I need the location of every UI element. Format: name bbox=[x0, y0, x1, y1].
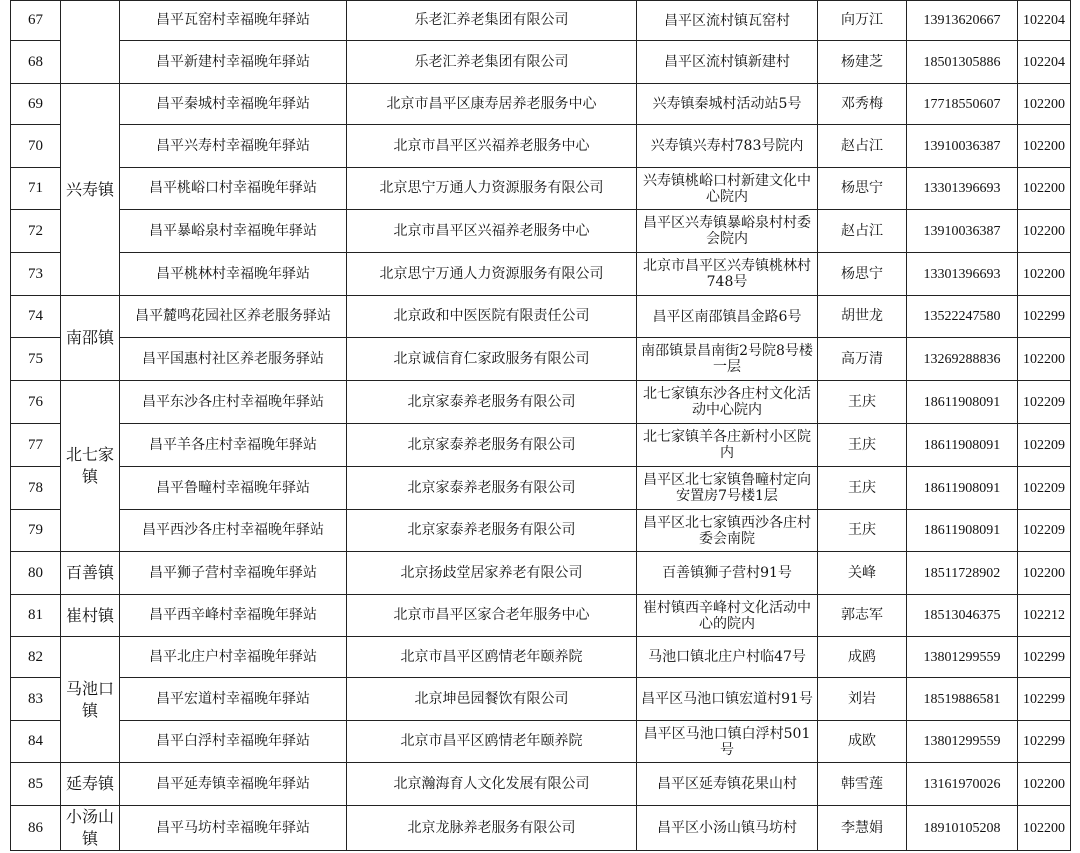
station-address: 昌平区马池口镇宏道村91号 bbox=[637, 678, 818, 721]
table-row bbox=[11, 210, 1071, 253]
postal-code: 102204 bbox=[1018, 41, 1071, 84]
station-name: 昌平马坊村幸福晚年驿站 bbox=[120, 806, 347, 851]
row-number: 69 bbox=[11, 84, 61, 125]
town-cell bbox=[61, 1, 120, 84]
table-row bbox=[11, 806, 1071, 851]
town-cell: 延寿镇 bbox=[61, 763, 120, 806]
operator-org: 北京市昌平区兴福养老服务中心 bbox=[347, 210, 637, 253]
table-row bbox=[11, 721, 1071, 763]
station-address: 兴寿镇兴寿村783号院内 bbox=[637, 125, 818, 168]
contact-phone: 13301396693 bbox=[907, 253, 1018, 296]
station-address: 昌平区兴寿镇暴峪泉村村委会院内 bbox=[637, 210, 818, 253]
station-address: 北七家镇东沙各庄村文化活动中心院内 bbox=[637, 381, 818, 424]
contact-person: 赵占江 bbox=[818, 210, 907, 253]
station-name: 昌平麓鸣花园社区养老服务驿站 bbox=[120, 296, 347, 338]
station-address: 昌平区北七家镇鲁疃村定向安置房7号楼1层 bbox=[637, 467, 818, 510]
postal-code: 102209 bbox=[1018, 424, 1071, 467]
operator-org: 北京市昌平区康寿居养老服务中心 bbox=[347, 84, 637, 125]
station-name: 昌平兴寿村幸福晚年驿站 bbox=[120, 125, 347, 168]
row-number: 68 bbox=[11, 41, 61, 84]
contact-phone: 13161970026 bbox=[907, 763, 1018, 806]
operator-org: 北京市昌平区鸥情老年颐养院 bbox=[347, 721, 637, 763]
contact-person: 杨思宁 bbox=[818, 168, 907, 210]
operator-org: 北京瀚海育人文化发展有限公司 bbox=[347, 763, 637, 806]
operator-org: 北京市昌平区家合老年服务中心 bbox=[347, 595, 637, 637]
station-address: 昌平区小汤山镇马坊村 bbox=[637, 806, 818, 851]
station-name: 昌平暴峪泉村幸福晚年驿站 bbox=[120, 210, 347, 253]
contact-person: 王庆 bbox=[818, 510, 907, 552]
operator-org: 北京思宁万通人力资源服务有限公司 bbox=[347, 253, 637, 296]
row-number: 80 bbox=[11, 552, 61, 595]
row-number: 70 bbox=[11, 125, 61, 168]
row-number: 74 bbox=[11, 296, 61, 338]
operator-org: 北京思宁万通人力资源服务有限公司 bbox=[347, 168, 637, 210]
station-name: 昌平瓦窑村幸福晚年驿站 bbox=[120, 1, 347, 41]
postal-code: 102299 bbox=[1018, 637, 1071, 678]
table-row bbox=[11, 678, 1071, 721]
table-row bbox=[11, 41, 1071, 84]
contact-phone: 18611908091 bbox=[907, 467, 1018, 510]
postal-code: 102200 bbox=[1018, 763, 1071, 806]
contact-person: 成欧 bbox=[818, 721, 907, 763]
operator-org: 北京扬歧堂居家养老有限公司 bbox=[347, 552, 637, 595]
station-address: 北七家镇羊各庄新村小区院内 bbox=[637, 424, 818, 467]
station-address: 兴寿镇秦城村活动站5号 bbox=[637, 84, 818, 125]
postal-code: 102200 bbox=[1018, 168, 1071, 210]
station-name: 昌平白浮村幸福晚年驿站 bbox=[120, 721, 347, 763]
station-address: 百善镇狮子营村91号 bbox=[637, 552, 818, 595]
contact-phone: 13269288836 bbox=[907, 338, 1018, 381]
contact-person: 成鸥 bbox=[818, 637, 907, 678]
town-cell: 北七家镇 bbox=[61, 381, 120, 552]
station-name: 昌平东沙各庄村幸福晚年驿站 bbox=[120, 381, 347, 424]
station-name: 昌平宏道村幸福晚年驿站 bbox=[120, 678, 347, 721]
contact-phone: 17718550607 bbox=[907, 84, 1018, 125]
contact-person: 刘岩 bbox=[818, 678, 907, 721]
table-row bbox=[11, 125, 1071, 168]
row-number: 82 bbox=[11, 637, 61, 678]
operator-org: 北京家泰养老服务有限公司 bbox=[347, 510, 637, 552]
contact-person: 胡世龙 bbox=[818, 296, 907, 338]
postal-code: 102200 bbox=[1018, 338, 1071, 381]
row-number: 83 bbox=[11, 678, 61, 721]
contact-phone: 13913620667 bbox=[907, 1, 1018, 41]
row-number: 85 bbox=[11, 763, 61, 806]
station-name: 昌平鲁疃村幸福晚年驿站 bbox=[120, 467, 347, 510]
contact-person: 高万清 bbox=[818, 338, 907, 381]
postal-code: 102200 bbox=[1018, 84, 1071, 125]
table-row bbox=[11, 84, 1071, 125]
operator-org: 北京市昌平区鸥情老年颐养院 bbox=[347, 637, 637, 678]
table-row bbox=[11, 467, 1071, 510]
contact-person: 邓秀梅 bbox=[818, 84, 907, 125]
station-address: 昌平区南邵镇昌金路6号 bbox=[637, 296, 818, 338]
station-name: 昌平西辛峰村幸福晚年驿站 bbox=[120, 595, 347, 637]
row-number: 79 bbox=[11, 510, 61, 552]
postal-code: 102200 bbox=[1018, 806, 1071, 851]
town-cell: 百善镇 bbox=[61, 552, 120, 595]
contact-phone: 18910105208 bbox=[907, 806, 1018, 851]
station-address: 昌平区延寿镇花果山村 bbox=[637, 763, 818, 806]
contact-phone: 18611908091 bbox=[907, 510, 1018, 552]
operator-org: 乐老汇养老集团有限公司 bbox=[347, 41, 637, 84]
station-name: 昌平国惠村社区养老服务驿站 bbox=[120, 338, 347, 381]
station-name: 昌平桃林村幸福晚年驿站 bbox=[120, 253, 347, 296]
row-number: 77 bbox=[11, 424, 61, 467]
town-cell: 崔村镇 bbox=[61, 595, 120, 637]
contact-person: 杨建芝 bbox=[818, 41, 907, 84]
row-number: 81 bbox=[11, 595, 61, 637]
postal-code: 102209 bbox=[1018, 381, 1071, 424]
operator-org: 北京龙脉养老服务有限公司 bbox=[347, 806, 637, 851]
operator-org: 乐老汇养老集团有限公司 bbox=[347, 1, 637, 41]
postal-code: 102204 bbox=[1018, 1, 1071, 41]
station-address: 北京市昌平区兴寿镇桃林村748号 bbox=[637, 253, 818, 296]
station-address: 昌平区马池口镇白浮村501号 bbox=[637, 721, 818, 763]
table-row bbox=[11, 510, 1071, 552]
operator-org: 北京诚信育仁家政服务有限公司 bbox=[347, 338, 637, 381]
contact-person: 韩雪莲 bbox=[818, 763, 907, 806]
contact-phone: 18611908091 bbox=[907, 424, 1018, 467]
table-row bbox=[11, 253, 1071, 296]
table-row bbox=[11, 552, 1071, 595]
station-name: 昌平秦城村幸福晚年驿站 bbox=[120, 84, 347, 125]
contact-phone: 13522247580 bbox=[907, 296, 1018, 338]
table-row bbox=[11, 637, 1071, 678]
station-address: 南邵镇景昌南街2号院8号楼一层 bbox=[637, 338, 818, 381]
contact-person: 向万江 bbox=[818, 1, 907, 41]
contact-phone: 18519886581 bbox=[907, 678, 1018, 721]
table-row bbox=[11, 168, 1071, 210]
row-number: 72 bbox=[11, 210, 61, 253]
station-address: 兴寿镇桃峪口村新建文化中心院内 bbox=[637, 168, 818, 210]
contact-person: 王庆 bbox=[818, 467, 907, 510]
station-address: 昌平区流村镇新建村 bbox=[637, 41, 818, 84]
table-row bbox=[11, 381, 1071, 424]
station-name: 昌平延寿镇幸福晚年驿站 bbox=[120, 763, 347, 806]
operator-org: 北京坤邑园餐饮有限公司 bbox=[347, 678, 637, 721]
station-name: 昌平羊各庄村幸福晚年驿站 bbox=[120, 424, 347, 467]
operator-org: 北京市昌平区兴福养老服务中心 bbox=[347, 125, 637, 168]
contact-person: 郭志军 bbox=[818, 595, 907, 637]
postal-code: 102212 bbox=[1018, 595, 1071, 637]
contact-phone: 13910036387 bbox=[907, 210, 1018, 253]
contact-person: 杨思宁 bbox=[818, 253, 907, 296]
contact-person: 关峰 bbox=[818, 552, 907, 595]
operator-org: 北京家泰养老服务有限公司 bbox=[347, 424, 637, 467]
station-name: 昌平新建村幸福晚年驿站 bbox=[120, 41, 347, 84]
postal-code: 102299 bbox=[1018, 678, 1071, 721]
row-number: 78 bbox=[11, 467, 61, 510]
row-number: 71 bbox=[11, 168, 61, 210]
contact-phone: 18513046375 bbox=[907, 595, 1018, 637]
station-table bbox=[10, 0, 1071, 851]
row-number: 75 bbox=[11, 338, 61, 381]
postal-code: 102200 bbox=[1018, 552, 1071, 595]
station-name: 昌平狮子营村幸福晚年驿站 bbox=[120, 552, 347, 595]
table-row bbox=[11, 763, 1071, 806]
town-cell: 马池口镇 bbox=[61, 637, 120, 763]
postal-code: 102200 bbox=[1018, 210, 1071, 253]
row-number: 76 bbox=[11, 381, 61, 424]
table-row bbox=[11, 1, 1071, 41]
contact-person: 赵占江 bbox=[818, 125, 907, 168]
postal-code: 102200 bbox=[1018, 253, 1071, 296]
contact-phone: 13301396693 bbox=[907, 168, 1018, 210]
contact-phone: 13801299559 bbox=[907, 721, 1018, 763]
contact-phone: 13910036387 bbox=[907, 125, 1018, 168]
town-cell: 兴寿镇 bbox=[61, 84, 120, 296]
postal-code: 102299 bbox=[1018, 721, 1071, 763]
contact-phone: 13801299559 bbox=[907, 637, 1018, 678]
station-name: 昌平北庄户村幸福晚年驿站 bbox=[120, 637, 347, 678]
station-address: 崔村镇西辛峰村文化活动中心的院内 bbox=[637, 595, 818, 637]
station-name: 昌平桃峪口村幸福晚年驿站 bbox=[120, 168, 347, 210]
table-row bbox=[11, 338, 1071, 381]
contact-person: 王庆 bbox=[818, 381, 907, 424]
contact-person: 王庆 bbox=[818, 424, 907, 467]
station-address: 昌平区流村镇瓦窑村 bbox=[637, 1, 818, 41]
table-row bbox=[11, 296, 1071, 338]
contact-phone: 18501305886 bbox=[907, 41, 1018, 84]
contact-person: 李慧娟 bbox=[818, 806, 907, 851]
operator-org: 北京家泰养老服务有限公司 bbox=[347, 467, 637, 510]
postal-code: 102209 bbox=[1018, 510, 1071, 552]
operator-org: 北京政和中医医院有限责任公司 bbox=[347, 296, 637, 338]
table-row bbox=[11, 424, 1071, 467]
town-cell: 南邵镇 bbox=[61, 296, 120, 381]
station-address: 昌平区北七家镇西沙各庄村委会南院 bbox=[637, 510, 818, 552]
table-body bbox=[11, 1, 1071, 851]
postal-code: 102299 bbox=[1018, 296, 1071, 338]
table-row bbox=[11, 595, 1071, 637]
row-number: 86 bbox=[11, 806, 61, 851]
town-cell: 小汤山镇 bbox=[61, 806, 120, 851]
operator-org: 北京家泰养老服务有限公司 bbox=[347, 381, 637, 424]
contact-phone: 18511728902 bbox=[907, 552, 1018, 595]
contact-phone: 18611908091 bbox=[907, 381, 1018, 424]
station-address: 马池口镇北庄户村临47号 bbox=[637, 637, 818, 678]
postal-code: 102209 bbox=[1018, 467, 1071, 510]
station-name: 昌平西沙各庄村幸福晚年驿站 bbox=[120, 510, 347, 552]
row-number: 67 bbox=[11, 1, 61, 41]
row-number: 84 bbox=[11, 721, 61, 763]
row-number: 73 bbox=[11, 253, 61, 296]
postal-code: 102200 bbox=[1018, 125, 1071, 168]
